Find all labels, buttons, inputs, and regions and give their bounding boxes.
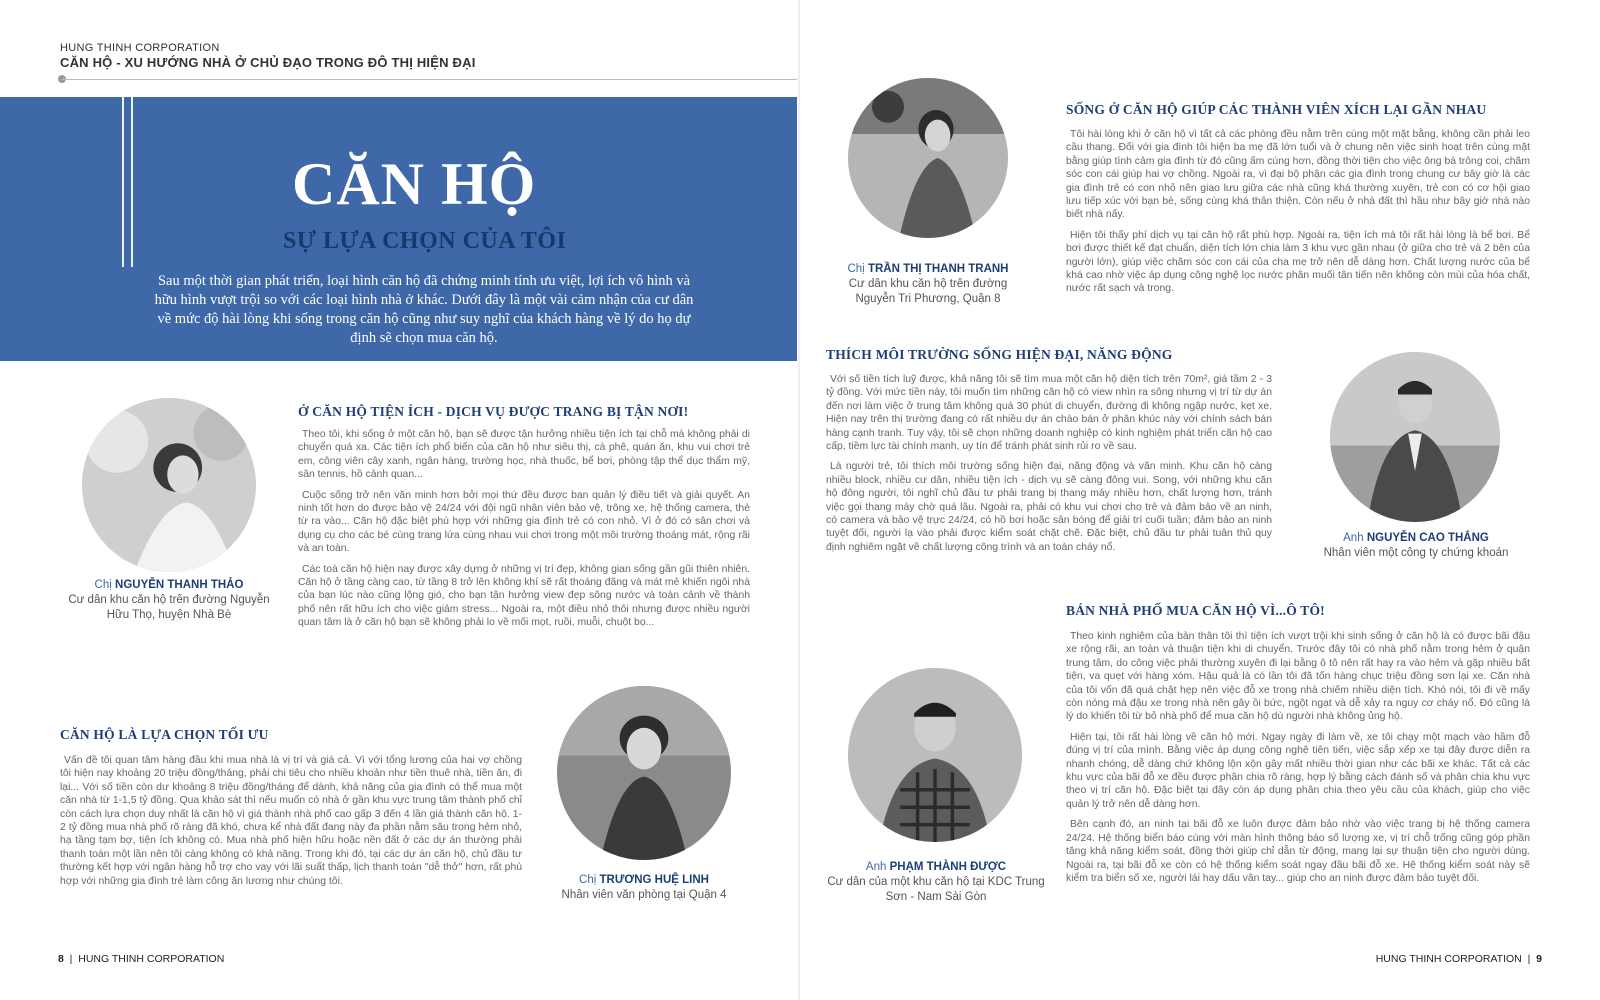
avatar-tran-thi-thanh-tranh bbox=[848, 78, 1008, 238]
page-footer bbox=[58, 953, 224, 965]
person-honorific: Chị bbox=[579, 874, 597, 886]
page-number: 9 bbox=[1536, 953, 1542, 965]
person-honorific: Chị bbox=[847, 263, 865, 275]
paragraph: Vấn đề tôi quan tâm hàng đầu khi mua nhà là vị trí và giá cả. Vì với tổng lương của hai vợ chồng tôi hiện nay khoảng 20 triệu đồng/tháng, phải chi tiêu cho nhiều khoản như tiền thuê nhà, tiền ăn, đi lại... Với số tiền còn dư khoảng 8 triệu đồng/tháng để dành, khả năng của gia đình có thể mua một căn nhà từ 1-1,5 tỷ đồng. Qua khảo sát thì nếu muốn có nhà ở gần khu vực trung tâm thành phố chỉ còn cách lựa chọn duy nhất là căn hộ vì giá thành nhà phố cao gấp 3 đến 4 lần giá thành căn hộ. 1-2 tỷ đồng mua nhà phố rõ ràng đã khó, chưa kể nhà đất đang này đa phần nằm sâu trong hẻm nhỏ, hạ tầng tạm bợ, tiện ích không có. Mua nhà phố hiện hữu hoặc nền đất ở các dự án thường phải thanh toán một lần nên tôi càng không có khả năng. Trong khi đó, tại các dự án căn hộ, chủ đầu tư thường kết hợp với ngân hàng hỗ trợ cho vay với lãi suất thấp, lịch thanh toán "dễ thở" hơn, rất phù hợp với những gia đình trẻ làm công ăn lương như chúng tôi. bbox=[60, 755, 522, 887]
person-name: NGUYỄN THANH THẢO bbox=[115, 579, 244, 591]
section-body bbox=[1066, 128, 1530, 303]
person-desc: Nhân viên một công ty chứng khoán bbox=[1323, 547, 1509, 559]
person-name: TRƯƠNG HUỆ LINH bbox=[599, 874, 709, 886]
caption-person-2 bbox=[540, 873, 748, 903]
person-desc: Cư dân khu căn hộ trên đường Nguyễn Hữu Thọ, huyện Nhà Bè bbox=[68, 594, 270, 621]
person-name: PHẠM THÀNH ĐƯỢC bbox=[889, 861, 1007, 873]
paragraph: Là người trẻ, tôi thích môi trường sống hiện đại, năng động và văn minh. Khu căn hộ càng nhiều block, nhiều cư dân, nhiều tiện ích - dịch vụ sẽ càng đông vui. Song, với những khu căn hộ đông người, tôi nghĩ chủ đầu tư phải trang bị thang máy nhiều hơn, chất lượng hơn, tránh việc gọi thang máy chờ quá lâu. Ngoài ra, phải có khu vui chơi cho trẻ và đảm bảo về an ninh, có camera và bảo vệ trực 24/24, có hồ bơi hoặc sân bóng để giải trí cuối tuần; đảm bảo an ninh tuyệt đối, người lạ vào phải được kiểm soát chặt chẽ. Đặc biệt, chủ đầu tư phải tuân thủ quy định nghiêm ngặt về chất lượng công trình và an toàn cháy nổ. bbox=[826, 461, 1272, 553]
section-heading: CĂN HỘ LÀ LỰA CHỌN TỐI ƯU bbox=[60, 727, 269, 742]
person-desc: Cư dân của một khu căn hộ tại KDC Trung Sơn - Nam Sài Gòn bbox=[827, 876, 1045, 903]
paragraph: Tôi hài lòng khi ở căn hộ vì tất cả các phòng đều nằm trên cùng một mặt bằng, không cần phải leo cầu thang. Đối với gia đình tôi hiện ba mẹ đã lớn tuổi và ở chung nên việc sinh hoạt trên cùng mặt bằng giúp tình cảm gia đình từ đó cũng ấm cúng hơn, đồng thời tiện cho việc ông bà trông coi, chăm sóc con cái giúp hai vợ chồng. Ngoài ra, vì đại bộ phận các gia đình trong chung cư bây giờ là các gia đình trẻ có con nhỏ nên giao lưu giữa các nhà cũng khá thường xuyên, trẻ con có cơ hội giao lưu tiếp xúc với bạn bè, sống cùng khá thân thiện. Còn nếu ở nhà đất thì hầu như bây giờ nhà nào biết nhà nấy. bbox=[1066, 129, 1530, 221]
person-honorific: Chị bbox=[94, 579, 112, 591]
footer-brand: HUNG THINH CORPORATION bbox=[78, 953, 225, 965]
paragraph: Bên cạnh đó, an ninh tại bãi đỗ xe luôn được đảm bảo nhờ vào việc trang bị hệ thống camera 24/24. Hệ thống biển báo cùng với màn hình thông báo số lượng xe, vị trí chỗ trống cũng góp phần tăng khả năng kiểm soát, đồng thời giúp chỉ dẫn từ động, mang lại sự thuận tiện cho người dùng. Ngoài ra, tại bãi đỗ xe còn có hệ thống kiểm soát ngay đầu bãi đỗ xe. Hệ thống kiểm soát này sẽ kiểm tra biển số xe, người lái hay dấu vân tay... giúp cho an ninh được đảm bảo tuyệt đối. bbox=[1066, 819, 1530, 884]
paragraph: Cuộc sống trở nên văn minh hơn bởi mọi thứ đều được ban quản lý điều tiết và giải quyết. An ninh tốt hơn do được bảo vệ 24/24 với đội ngũ nhân viên bảo vệ, trông xe, hệ thống camera, thẻ từ ra vào... Căn hộ đặc biệt phù hợp với những gia đình trẻ có con nhỏ. Vì ở đó có sân chơi và dụng cụ cho các bé cùng trang lứa cùng nhau vui chơi trong một môi trường thoáng mát, rộng rãi và an toàn. bbox=[298, 489, 750, 555]
page-footer bbox=[1376, 953, 1542, 965]
section-heading: SỐNG Ở CĂN HỘ GIÚP CÁC THÀNH VIÊN XÍCH LẠI GẦN NHAU bbox=[1066, 102, 1487, 117]
section-heading: THÍCH MÔI TRƯỜNG SỐNG HIỆN ĐẠI, NĂNG ĐỘNG bbox=[826, 347, 1173, 362]
section-body bbox=[298, 428, 750, 637]
section-body bbox=[826, 373, 1272, 561]
paragraph: Theo tôi, khi sống ở một căn hộ, bạn sẽ được tận hưởng nhiều tiện ích tại chỗ mà không phải di chuyển quá xa. Các tiện ích phổ biến của căn hộ như siêu thị, cà phê, quán ăn, khu vui chơi trẻ em, công viên cây xanh, ngân hàng, trường học, nhà thuốc, bể bơi, phòng tập thể dục thẩm mỹ, sân tennis, hồ cảnh quan... bbox=[298, 429, 750, 481]
paragraph: Hiện tôi thấy phí dịch vụ tại căn hộ rất phù hợp. Ngoài ra, tiện ích mà tôi rất hài lòng là bể bơi. Bể bơi được thiết kế đạt chuẩn, diện tích lớn chia làm 3 khu vực gần nhau (ở giữa cho trẻ và 2 bên của người lớn), giúp việc chăm sóc con cái của cha mẹ trở nên dễ dàng hơn. Chất lượng nước của bể khá cao nhờ việc áp dụng công nghệ lọc nước phân muối tân tiến nên không còn mùi của hóa chất, nước rất sạch và trong. bbox=[1066, 229, 1530, 295]
hero-subtitle: SỰ LỰA CHỌN CỦA TÔI bbox=[283, 228, 567, 254]
paragraph: Với số tiền tích luỹ được, khả năng tôi sẽ tìm mua một căn hộ diện tích trên 70m², giá tầm 2 - 3 tỷ đồng. Với mức tiền này, tôi muốn tìm những căn hộ có view nhìn ra sông nhưng vị trí từ dự án đến nơi làm việc ở trung tâm không quá 30 phút di chuyển, đường đi không ngập nước, kẹt xe. Hiện nay trên thị trường đang có rất nhiều dự án chào bán ở phân khúc này với chính sách bán hàng cạnh tranh. Tuy vậy, tôi sẽ chọn những doanh nghiệp có kinh nghiệm phát triển căn hộ cao cấp, tiềm lực tài chính mạnh, uy tín để tránh phát sinh rủi ro về sau. bbox=[826, 374, 1272, 453]
right-page bbox=[800, 0, 1600, 1000]
avatar-pham-thanh-duoc bbox=[848, 668, 1022, 842]
hero-line-2 bbox=[131, 97, 133, 267]
person-desc: Cư dân khu căn hộ trên đường Nguyễn Tri Phương, Quận 8 bbox=[848, 278, 1008, 305]
hero-title: CĂN HỘ bbox=[292, 151, 537, 217]
footer-separator: | bbox=[1524, 953, 1534, 965]
header-rule bbox=[62, 79, 797, 80]
page-number: 8 bbox=[58, 953, 64, 965]
paragraph: Theo kinh nghiệm của bản thân tôi thì tiện ích vượt trội khi sinh sống ở căn hộ là có được bãi đậu xe rộng rãi, an toàn và thuận tiện khi di chuyển. Trước đây tôi có nhà phố nằm trong hẻm ở quận trung tâm, do công việc phải thường xuyên đi lại bằng ô tô nên rất hay ra vào hẻm và gặp nhiều bất tiện, va quẹt với hàng xóm. Hậu quả là có lần tôi đã tốn hàng chục triệu đồng sơn lại xe. Căn nhà của tôi vốn đã quá chật hẹp nên việc đỗ xe trong nhà chiếm nhiều diện tích. Khó nói, tôi đi về mấy còn nóng mà đậu xe trong nhà nên gây ồi bức, ngột ngạt và dễ xảy ra nguy cơ cháy nổ. Đó cũng là lý do khiến tôi từ bỏ nhà phố để mua căn hộ dù người nhà không ủng hộ. bbox=[1066, 631, 1530, 723]
avatar-truong-hue-linh bbox=[557, 686, 731, 860]
avatar-nguyen-thanh-thao bbox=[82, 398, 256, 572]
paragraph: Các toà căn hộ hiện nay được xây dựng ở những vị trí đẹp, không gian sống gần gũi thiên nhiên. Căn hộ ở tầng càng cao, từ tầng 8 trở lên không khí sẽ rất thoáng đãng và mát mẻ khiến ngôi nhà của bạn lúc nào cũng lộng gió, cho bạn tận hưởng view đẹp sông nước và toàn cảnh về thành phố nên rất hữu ích cho việc giảm stress... Ngoài ra, một điều nhỏ thôi nhưng được nhiều người quan tâm là ở căn hộ bạn sẽ không phải lo về mối mọt, ruồi, muỗi, chuột bọ... bbox=[298, 563, 750, 629]
caption-person-5 bbox=[826, 860, 1046, 905]
person-honorific: Anh bbox=[865, 861, 887, 873]
section-body bbox=[1066, 630, 1530, 892]
person-desc: Nhân viên văn phòng tại Quận 4 bbox=[561, 889, 727, 901]
caption-person-1 bbox=[62, 578, 276, 623]
person-name: NGUYỄN CAO THẮNG bbox=[1366, 532, 1489, 544]
paragraph: Hiện tại, tôi rất hài lòng về căn hộ mới. Ngay ngày đi làm về, xe tôi chạy một mạch vào hầm đỗ đúng vị trí của mình. Bằng việc áp dụng công nghệ tiên tiến, việc sắp xếp xe tại đây được diễn ra nhanh chóng, dễ dàng chứ không lộn xộn gây mất nhiều thời gian như các bãi xe khác. Tất cả các khu vực của bãi đỗ xe đều được phân chia rõ ràng, hợp lý bằng cách đánh số và phân chia khu vực theo vị trí căn hộ. Đặc biệt tại đây còn áp dụng phân chia theo yêu cầu của khách, giúp cho việc quản lý trở nên dễ dàng hơn. bbox=[1066, 731, 1530, 810]
hero-intro: Sau một thời gian phát triển, loại hình căn hộ đã chứng minh tính ưu việt, lợi ích vô hình và hữu hình vượt trội so với các loại hình nhà ở khác. Dưới đây là một vài cảm nhận của cư dân về mức độ hài lòng khi sống trong căn hộ cũng như suy nghĩ của khách hàng về lý do họ dự định sẽ chọn mua căn hộ. bbox=[154, 273, 694, 346]
caption-person-3 bbox=[840, 262, 1016, 307]
section-heading: BÁN NHÀ PHỐ MUA CĂN HỘ VÌ...Ô TÔ! bbox=[1066, 603, 1325, 618]
footer-brand: HUNG THINH CORPORATION bbox=[1375, 953, 1522, 965]
person-name: TRẦN THỊ THANH TRANH bbox=[867, 263, 1009, 275]
section-heading: Ở CĂN HỘ TIỆN ÍCH - DỊCH VỤ ĐƯỢC TRANG BỊ TẬN NƠI! bbox=[298, 404, 689, 419]
footer-separator: | bbox=[66, 953, 76, 965]
header-brand: HUNG THINH CORPORATION bbox=[60, 42, 220, 54]
avatar-nguyen-cao-thang bbox=[1330, 352, 1500, 522]
header-section-title: CĂN HỘ - XU HƯỚNG NHÀ Ở CHỦ ĐẠO TRONG ĐÔ THỊ HIỆN ĐẠI bbox=[60, 55, 476, 70]
caption-person-4 bbox=[1314, 531, 1518, 561]
person-honorific: Anh bbox=[1343, 532, 1364, 544]
hero-line-1 bbox=[122, 97, 124, 267]
section-body bbox=[60, 754, 522, 895]
